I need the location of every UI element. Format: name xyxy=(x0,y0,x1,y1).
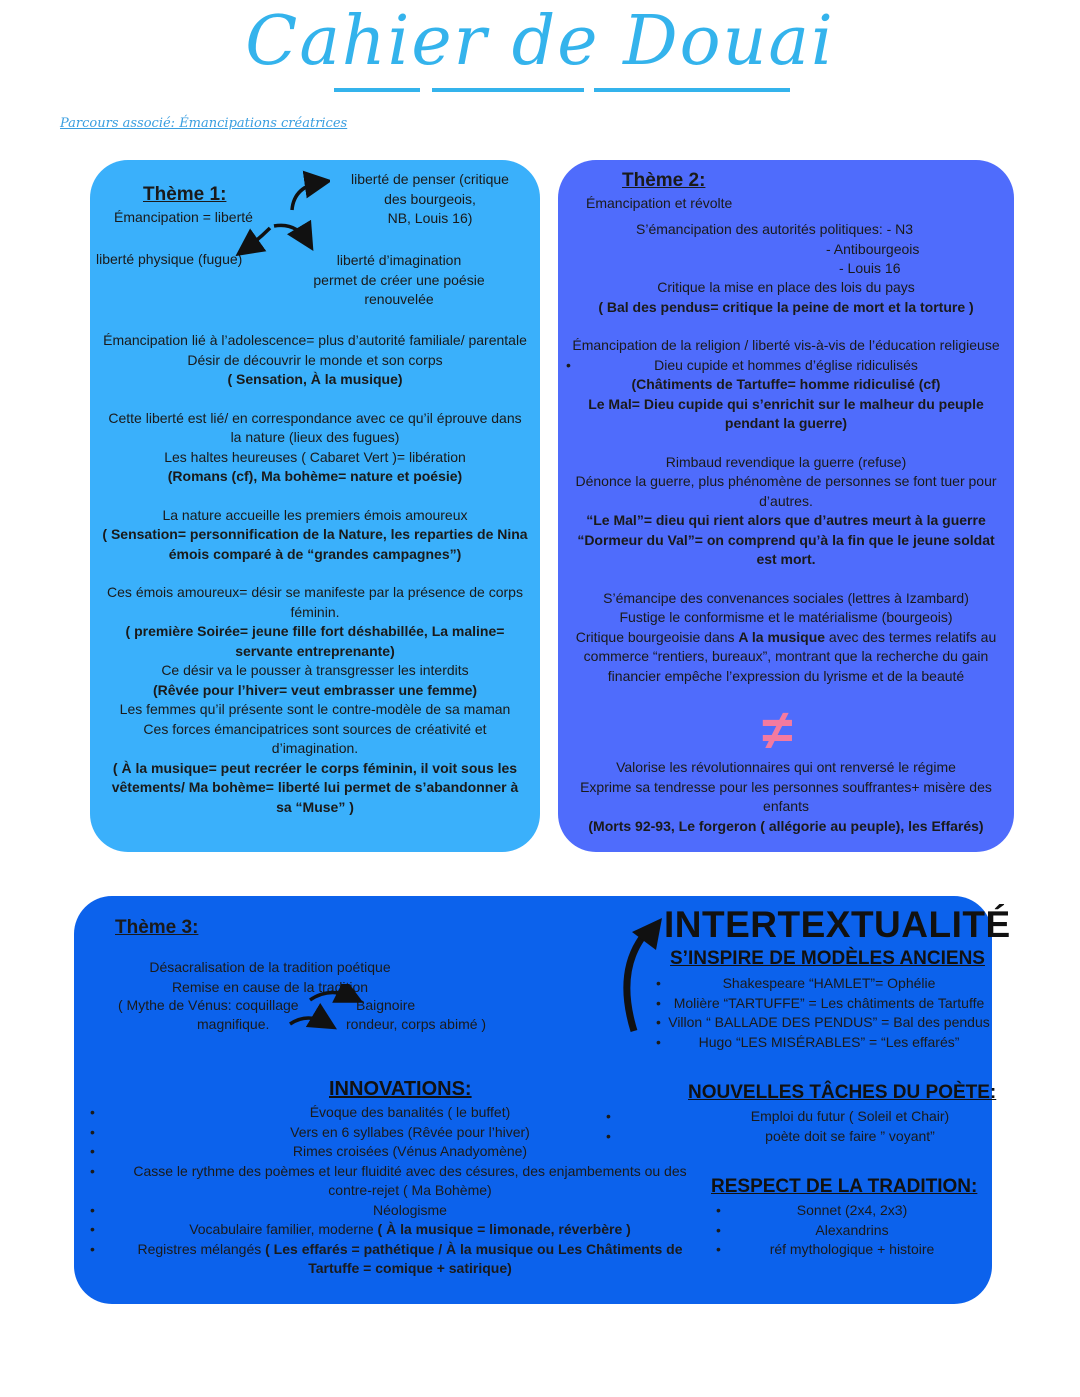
bullet-icon: • xyxy=(566,357,571,373)
list-item: Emploi du futur ( Soleil et Chair) xyxy=(750,1108,950,1124)
nouvelles-list xyxy=(700,1107,1000,1146)
title-underline xyxy=(334,88,420,92)
theme2-subtitle: Émancipation et révolte xyxy=(586,195,733,211)
theme1-subtitle: Émancipation = liberté xyxy=(114,209,253,225)
intertext-list xyxy=(668,974,990,1052)
bullets-icon: • • • xyxy=(716,1202,721,1257)
innovations-list: Évoque des banalités ( le buffet) Vers en 6 syllabes (Rêvée pour l’hiver) Rimes croisées (Vénus Anadyomène) Casse le rythme des poèmes et leur fluidité avec des césures, des enjambements ou des contre-rejet ( Ma Bohème) Néologisme Vocabulaire familier, moderne ( À la musique = limonade, réverbère ) Registres mélangés ( Les effarés = pathétique / À la musique ou Les Châtiments de Tartuffe = comique + satirique) xyxy=(112,1103,708,1279)
nouvelles-title: NOUVELLES TÂCHES DU POÈTE: xyxy=(688,1082,997,1103)
intertext-subtitle: S’INSPIRE DE MODÈLES ANCIENS xyxy=(670,948,985,969)
baignoire: Baignoire xyxy=(356,997,416,1013)
list-item: Registres mélangés ( Les effarés = pathétique / À la musique ou Les Châtiments de xyxy=(137,1240,683,1257)
theme2-body-top: Critique la mise en place des lois du pays ( Bal des pendus= critique la peine de mort et la torture ) Émancipation de la religion / liberté vis-à-vis de l’éducation religieuse Dieu cupide et hommes d’église ridiculisés (Châtiments de Tartuffe= homme ridiculisé (cf) Le Mal= Dieu cupide qui s’enrichit sur le malheur du peuple pendant la guerre) Rimbaud revendique la guerre (refuse) Dénonce la guerre, plus phénomène de personnes se font tuer pour d’autres. “Le Mal”= dieu qui rient alors que d’autres meurt à la guerre “Dormeur du Val”= on comprend qu’à la fin que le jeune soldat est mort. S’émancipe des convenances sociales (lettres à Izambard) Fustige le conformisme et le matérialisme (bourgeois) Critique bourgeoisie dans A la musique avec des termes relatifs au commerce “rentiers, bureaux”, montrant que la recherche du gain financier empêche l’expression du lyrisme et de la beauté xyxy=(572,279,1000,684)
page-title: Cahier de Douai xyxy=(245,2,835,81)
list-item: poète doit se faire ” voyant” xyxy=(765,1127,935,1144)
list-item: Casse le rythme des poèmes et leur fluidité avec des césures, des enjambements ou des xyxy=(133,1162,687,1179)
title-underline xyxy=(594,88,790,92)
list-item: Néologisme xyxy=(373,1201,447,1218)
list-item: Vocabulaire familier, moderne ( À la musique = limonade, réverbère ) xyxy=(189,1221,631,1237)
list-item: Hugo “LES MISÉRABLES” = “Les effarés” xyxy=(698,1033,960,1050)
list-item: Sonnet (2x4, 2x3) xyxy=(796,1202,908,1218)
liberte-physique: liberté physique (fugue) xyxy=(96,251,243,267)
theme2-heading: Thème 2: xyxy=(622,170,706,191)
theme1-arrows-icon xyxy=(230,170,330,260)
title-underline xyxy=(432,88,584,92)
list-item: Villon “ BALLADE DES PENDUS” = Bal des pendus xyxy=(668,1014,990,1030)
list-item: Shakespeare “HAMLET”= Ophélie xyxy=(722,975,936,991)
theme1-body: Émancipation lié à l’adolescence= plus d’autorité familiale/ parentale Désir de découvrir le monde et son corps ( Sensation, À la musique) Cette liberté est lié/ en correspondance avec ce qu’il éprouve dans la nature (lieux des fugues) Les haltes heureuses ( Cabaret Vert )= libération (Romans (cf), Ma bohème= nature et poésie) La nature accueille les premiers émois amoureux ( Sensation= personnification de la Nature, les reparties de Nina émois comparé à de “grandes campagnes”) Ces émois amoureux= désir se manifeste par la présence de corps féminin. ( première Soirée= jeune fille fort déshabillée, La maline= servante entreprenante) Ce désir va le pousser à transgresser les interdits (Rêvée pour l’hiver= veut embrasser une femme) Les femmes qu’il présente sont le contre-modèle de sa maman Ces forces émancipatrices sont sources de créativité et d’imagination. ( À la musique= peut recréer le corps féminin, il voit sous les vêtements/ Ma bohème= liberté lui permet de s’abandonner à sa “Muse” ) xyxy=(102,332,528,815)
theme3-lines: Désacralisation de la tradition poétique Remise en cause de la tradition xyxy=(149,959,391,995)
parcours-link[interactable]: Parcours associé: Émancipations créatrices xyxy=(60,116,348,131)
venus-line1: ( Mythe de Vénus: coquillage xyxy=(118,997,299,1013)
venus-line2: magnifique. xyxy=(197,1016,270,1032)
theme2-body-bottom: Valorise les révolutionnaires qui ont renversé le régime Exprime sa tendresse pour les personnes souffrantes+ misère des enfants (Morts 92-93, Le forgeron ( allégorie au peuple), les Effarés) xyxy=(580,759,992,834)
list-item: Rimes croisées (Vénus Anadyomène) xyxy=(292,1143,528,1159)
list-item: Vers en 6 syllabes (Rêvée pour l’hiver) xyxy=(290,1123,530,1140)
list-item: Évoque des banalités ( le buffet) xyxy=(309,1104,511,1120)
theme3-heading: Thème 3: xyxy=(115,917,199,938)
bullets-icon: • • xyxy=(606,1108,611,1144)
respect-title: RESPECT DE LA TRADITION: xyxy=(711,1176,978,1197)
list-item: Alexandrins xyxy=(815,1221,889,1238)
intertext-arrow-icon xyxy=(612,906,672,1036)
intertext-title: INTERTEXTUALITÉ xyxy=(664,904,1011,945)
rondeur: rondeur, corps abimé ) xyxy=(346,1016,487,1032)
liberte-penser: liberté de penser (critique des bourgeois, NB, Louis 16) xyxy=(351,171,509,226)
theme3-arrows-icon xyxy=(286,984,366,1034)
theme2-politics: S’émancipation des autorités politiques: - N3 - Antibourgeois - Louis 16 xyxy=(636,221,920,276)
theme1-heading: Thème 1: xyxy=(143,184,227,205)
bullets-icon: • • • • • • • xyxy=(90,1104,95,1257)
innovations-title: INNOVATIONS: xyxy=(329,1078,472,1100)
not-equal-icon: ≠ xyxy=(762,698,793,761)
list-item: Molière “TARTUFFE” = Les châtiments de Tartuffe xyxy=(673,994,985,1011)
bullets-icon: • • • • xyxy=(656,975,661,1050)
liberte-imagination: liberté d’imagination permet de créer une poésie renouvelée xyxy=(313,252,485,307)
respect-list xyxy=(720,1201,984,1260)
list-item: réf mythologique + histoire xyxy=(769,1241,935,1257)
